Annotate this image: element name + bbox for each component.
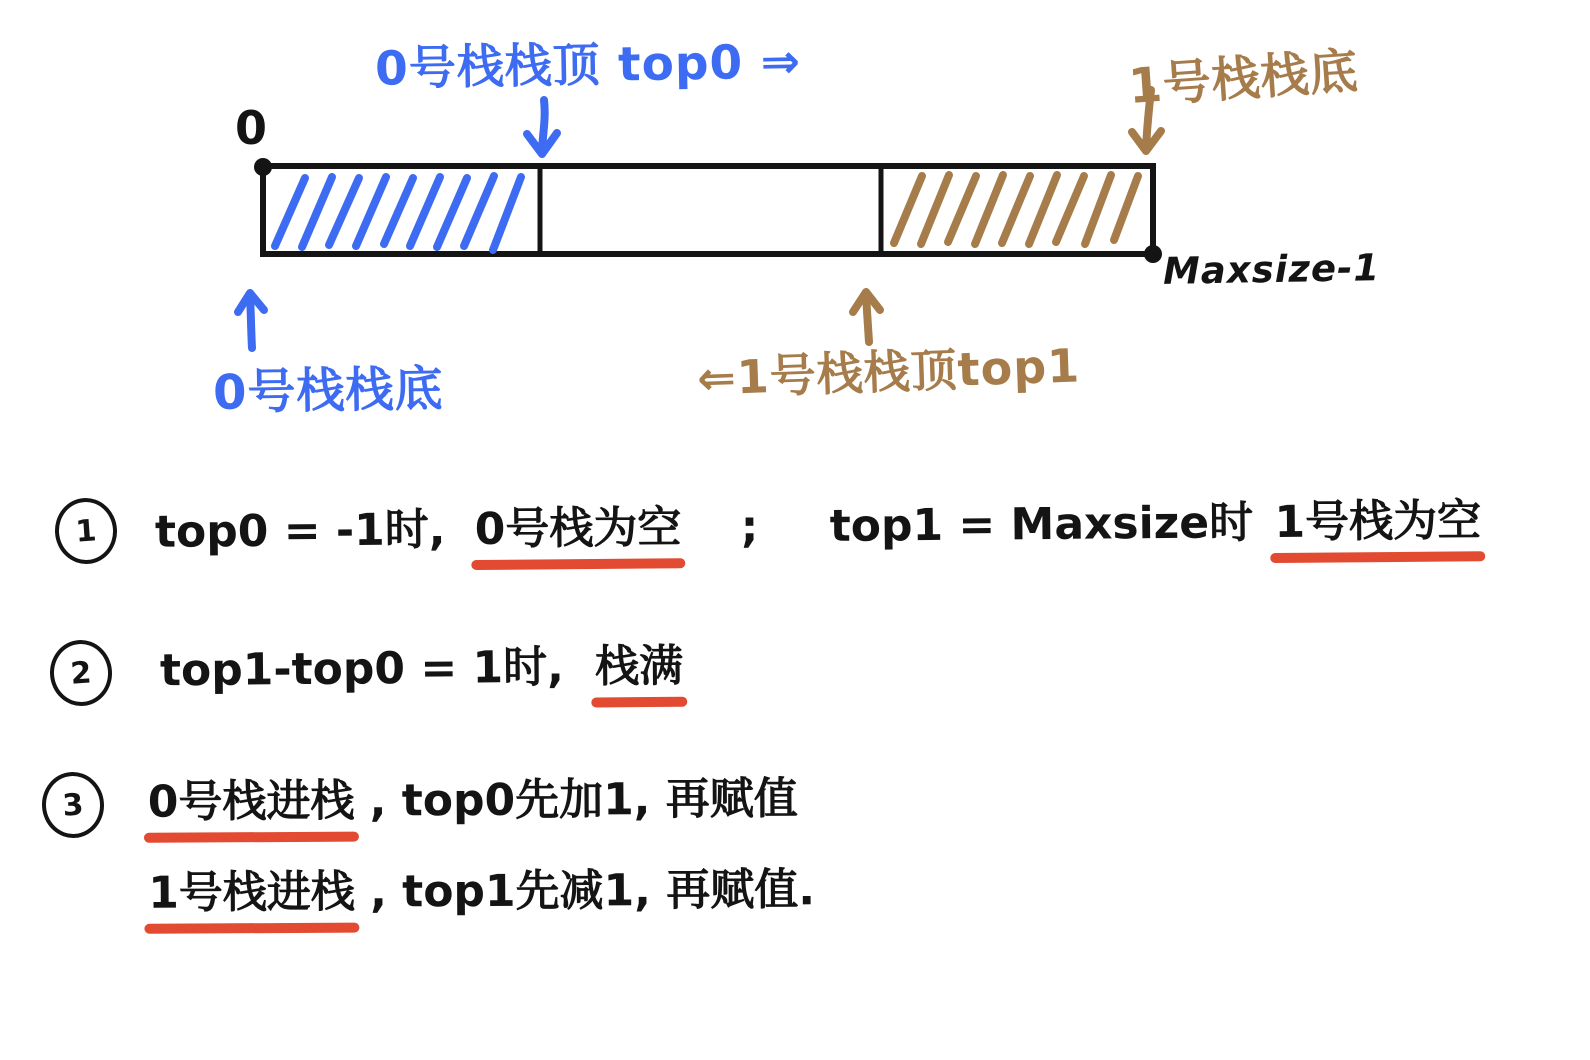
note-1-condition-0: top0 = -1时, (154, 504, 446, 558)
note-3-push-0: 0号栈进栈 (148, 773, 355, 831)
note-3-push-1: 1号栈进栈 (148, 864, 355, 922)
note-3-line-2 (148, 861, 815, 922)
note-3-rule-1: , top1先减1, 再赋值. (370, 864, 816, 918)
stack0-bottom-label: 0号栈栈底 (212, 360, 444, 422)
note-1-result-1: 1号栈为空 (1274, 492, 1481, 551)
note-3-line-1 (148, 770, 815, 831)
note-2-number: 2 (48, 638, 114, 708)
top0-down-arrow (527, 100, 557, 154)
note-1-result-0: 0号栈为空 (475, 499, 682, 558)
stack1-hatch (894, 175, 1138, 244)
note-2 (50, 640, 683, 706)
stack1-top-label: ⇐1号栈栈顶top1 (696, 338, 1082, 406)
note-1 (55, 495, 1482, 564)
note-1-condition-1: top1 = Maxsize时 (829, 497, 1254, 552)
note-2-condition: top1-top0 = 1时, (159, 641, 565, 697)
stack1-bottom-label: 1号栈栈底 (1126, 43, 1361, 115)
stack0-hatch (275, 176, 521, 250)
index-end-label: Maxsize-1 (1162, 246, 1381, 293)
stack0-bottom-up-arrow (238, 293, 264, 348)
note-3 (42, 772, 815, 920)
index-dots (254, 158, 1162, 263)
top1-up-arrow (853, 292, 880, 342)
note-3-rule-0: , top0先加1, 再赋值 (369, 773, 798, 827)
note-3-number: 3 (40, 770, 106, 840)
note-1-number: 1 (53, 496, 119, 566)
stack0-top-label: 0号栈栈顶 top0 ⇒ (374, 34, 802, 97)
note-2-result: 栈满 (595, 638, 683, 696)
index-start-label: 0 (235, 101, 269, 155)
note-1-separator: ; (740, 501, 759, 553)
